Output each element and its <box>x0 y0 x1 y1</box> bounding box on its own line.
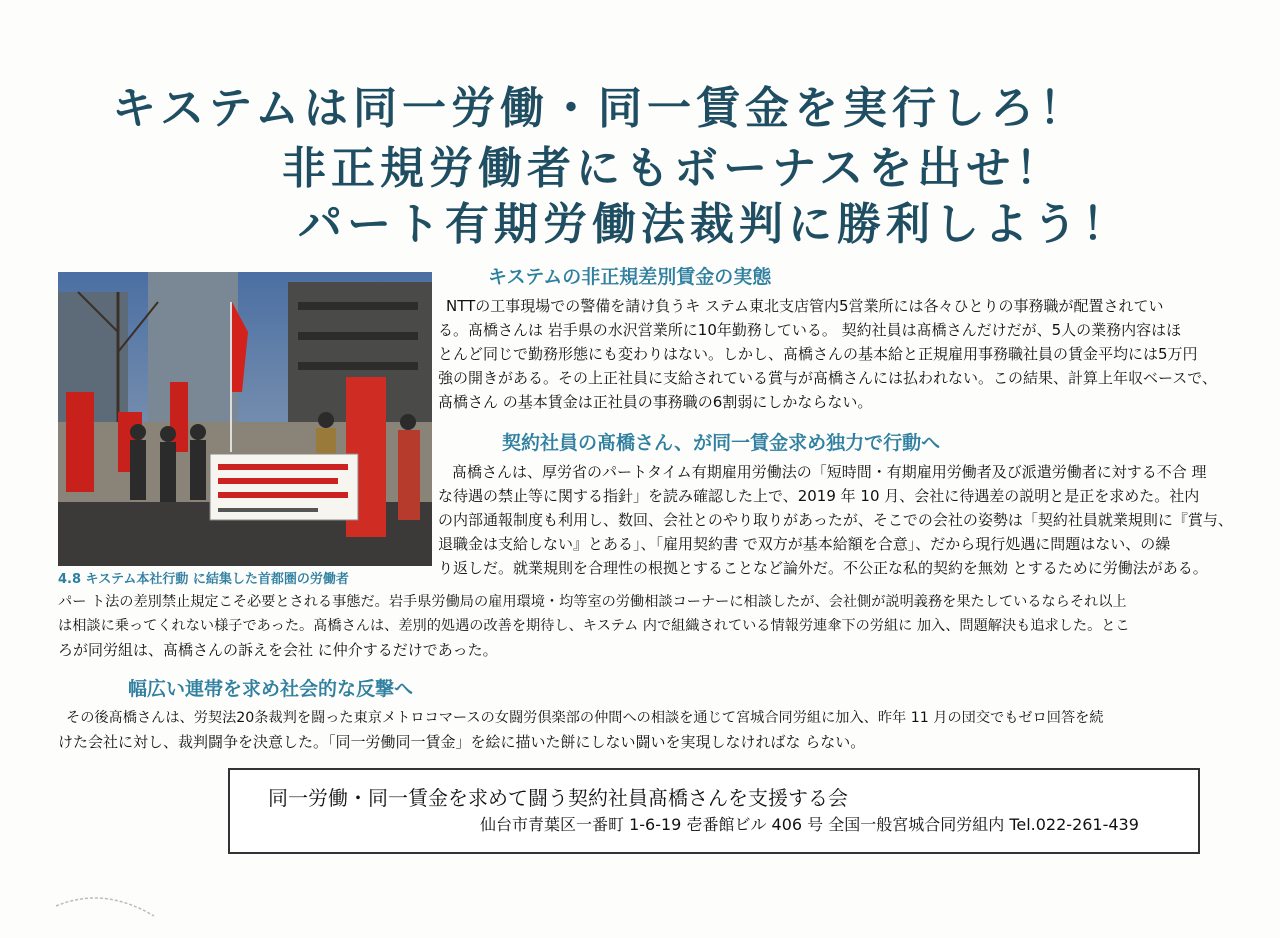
support-group-name: 同一労働・同一賃金を求めて闘う契約社員髙橋さんを支援する会 <box>268 786 848 810</box>
headline-line-2: 非正規労働者にもボーナスを出せ！ <box>282 143 1065 194</box>
section2-line: パー ト法の差別禁止規定こそ必要とされる事態だ。岩手県労働局の雇用環境・均等室の労働相談コーナーに相談したが、会社側が説明義務を果たしているならそれ以上 <box>58 594 1127 610</box>
scan-edge-mark <box>54 886 174 930</box>
section2-line: り返しだ。就業規則を合理性の根拠とすることなど論外だ。不公正な私的契約を無効 とするために労働法がある。 <box>438 559 1208 577</box>
section-title-wage-gap: キステムの非正規差別賃金の実態 <box>488 266 772 288</box>
section1-line: とんど同じで勤務形態にも変わりはない。しかし、髙橋さんの基本給と正規雇用事務職社員の賃金平均には5万円 <box>438 345 1198 363</box>
section2-line: は相談に乗ってくれない様子であった。髙橋さんは、差別的処遇の改善を期待し、キステム 内で組織されている情報労連傘下の労組に 加入、問題解決も追求した。とこ <box>58 618 1130 634</box>
section2-line: な待遇の禁止等に関する指針」を読み確認した上で、2019 年 10 月、会社に待遇差の説明と是正を求めた。社内 <box>438 487 1200 505</box>
section-title-solidarity: 幅広い連帯を求め社会的な反撃へ <box>128 678 414 700</box>
section3-line: その後髙橋さんは、労契法20条裁判を闘った東京メトロコマースの女闘労倶楽部の仲間への相談を通じて宮城合同労組に加入、昨年 11 月の団交でもゼロ回答を続 <box>66 710 1104 726</box>
headline-line-3: パート有期労働法裁判に勝利しよう！ <box>298 199 1131 250</box>
section1-line: る。髙橋さんは 岩手県の水沢営業所に10年勤務している。 契約社員は髙橋さんだけだが、5人の業務内容はほ <box>438 321 1182 339</box>
headline-line-1: キステムは同一労働・同一賃金を実行しろ！ <box>112 83 1089 134</box>
photo-caption: 4.8 キステム本社行動 に結集した首都圏の労働者 <box>58 572 349 587</box>
protest-photo <box>58 272 432 566</box>
support-group-box <box>228 768 1200 854</box>
section2-line: の内部通報制度も利用し、数回、会社とのやり取りがあったが、そこでの会社の姿勢は「契約社員就業規則に『賞与、 <box>438 511 1233 529</box>
section1-line: NTTの工事現場での警備を請け負うキ ステム東北支店管内5営業所には各々ひとりの事務職が配置されてい <box>446 297 1164 315</box>
section2-line: 退職金は支給しない』とある」、「雇用契約書 で双方が基本給額を合意」、だから現行処遇に問題はない、の繰 <box>438 535 1171 553</box>
section1-line: 髙橋さん の基本賃金は正社員の事務職の6割弱にしかならない。 <box>438 393 873 411</box>
section-title-takahashi-action: 契約社員の髙橋さん、が同一賃金求め独力で行動へ <box>502 432 941 454</box>
section1-line: 強の開きがある。その上正社員に支給されている賞与が髙橋さんには払われない。この結果、計算上年収ベースで、 <box>438 369 1217 387</box>
section2-line: 髙橋さんは、厚労省のパートタイム有期雇用労働法の「短時間・有期雇用労働者及び派遣労働者に対する不合 理 <box>452 463 1207 481</box>
support-group-address: 仙台市青葉区一番町 1-6-19 壱番館ビル 406 号 全国一般宮城合同労組内 Tel.022-261-439 <box>480 815 1139 834</box>
section3-line: けた会社に対し、裁判闘争を決意した。「同一労働同一賃金」を絵に描いた餅にしない闘いを実現しなければな らない。 <box>58 733 866 751</box>
protest-photo-illustration <box>58 272 432 566</box>
section2-line: ろが同労組は、髙橋さんの訴えを会社 に仲介するだけであった。 <box>58 641 498 659</box>
